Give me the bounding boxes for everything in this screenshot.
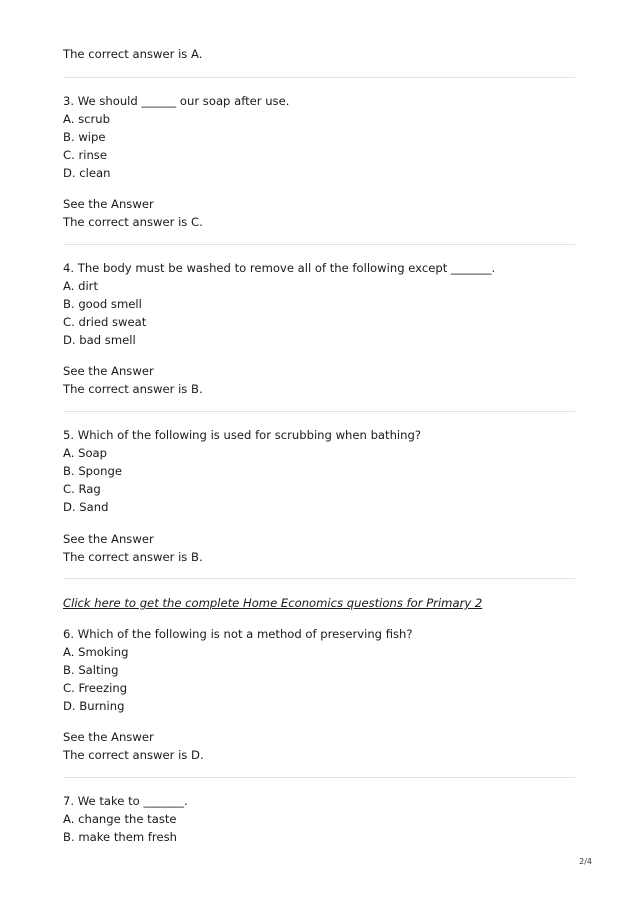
q5-option-b: B. Sponge bbox=[63, 464, 122, 478]
q3-question: 3. We should ______ our soap after use. bbox=[63, 94, 290, 108]
q6-option-a: A. Smoking bbox=[63, 645, 129, 659]
q5-question: 5. Which of the following is used for scrubbing when bathing? bbox=[63, 428, 422, 442]
divider bbox=[63, 777, 575, 778]
q3-option-a: A. scrub bbox=[63, 112, 110, 126]
q6-question: 6. Which of the following is not a method of preserving fish? bbox=[63, 627, 413, 641]
q5-option-a: A. Soap bbox=[63, 446, 108, 460]
q5-option-d: D. Sand bbox=[63, 500, 109, 514]
divider bbox=[63, 244, 575, 245]
q6-see-answer-button[interactable]: See the Answer bbox=[63, 730, 154, 744]
q3-option-b: B. wipe bbox=[63, 130, 106, 144]
q6-answer-text: The correct answer is D. bbox=[63, 748, 204, 762]
divider bbox=[63, 578, 575, 579]
q5-option-c: C. Rag bbox=[63, 482, 101, 496]
q7-option-a: A. change the taste bbox=[63, 812, 177, 826]
q6-option-d: D. Burning bbox=[63, 699, 125, 713]
divider bbox=[63, 77, 575, 78]
q3-option-c: C. rinse bbox=[63, 148, 107, 162]
q6-option-c: C. Freezing bbox=[63, 681, 128, 695]
divider bbox=[63, 411, 575, 412]
q4-question: 4. The body must be washed to remove all of the following except _______. bbox=[63, 261, 496, 275]
q7-option-b: B. make them fresh bbox=[63, 830, 177, 844]
q3-see-answer-button[interactable]: See the Answer bbox=[63, 197, 154, 211]
q4-option-b: B. good smell bbox=[63, 297, 142, 311]
q6-option-b: B. Salting bbox=[63, 663, 119, 677]
q4-answer-text: The correct answer is B. bbox=[63, 382, 203, 396]
q4-option-a: A. dirt bbox=[63, 279, 98, 293]
q7-question: 7. We take to _______. bbox=[63, 794, 188, 808]
q5-answer-text: The correct answer is B. bbox=[63, 550, 203, 564]
q5-see-answer-button[interactable]: See the Answer bbox=[63, 532, 154, 546]
q4-see-answer-button[interactable]: See the Answer bbox=[63, 364, 154, 378]
q3-option-d: D. clean bbox=[63, 166, 111, 180]
page-number: 2/4 bbox=[579, 857, 592, 866]
q4-option-c: C. dried sweat bbox=[63, 315, 147, 329]
q4-option-d: D. bad smell bbox=[63, 333, 136, 347]
q2-answer-text: The correct answer is A. bbox=[63, 47, 203, 61]
q3-answer-text: The correct answer is C. bbox=[63, 215, 203, 229]
complete-questions-link[interactable]: Click here to get the complete Home Economics questions for Primary 2 bbox=[63, 596, 483, 610]
